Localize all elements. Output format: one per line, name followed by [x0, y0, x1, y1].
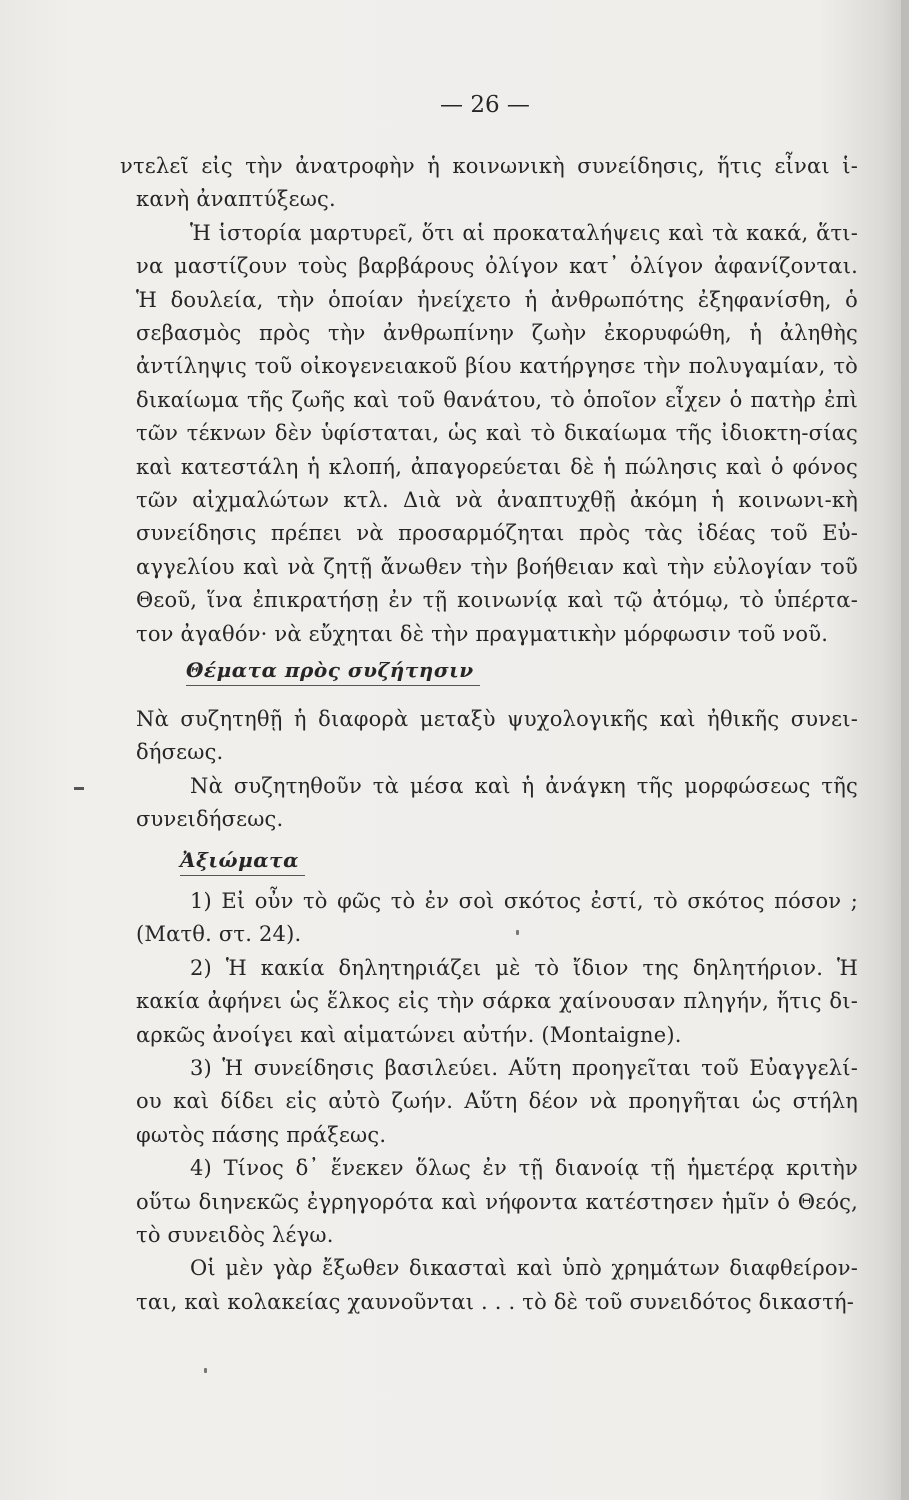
- axiom-item: 1) Εἰ οὖν τὸ φῶς τὸ ἐν σοὶ σκότος ἐστί, τὸ σκότος πόσον ; (Ματθ. στ. 24).: [136, 889, 858, 947]
- page-edge-shadow: [901, 0, 909, 1500]
- paragraph-continuation: ντελεῖ εἰς τὴν ἀνατροφὴν ἡ κοινωνικὴ συνείδησις, ἥτις εἶναι ἱ-κανὴ ἀναπτύξεως.: [120, 154, 858, 212]
- axiom-item: 3) Ἡ συνείδησις βασιλεύει. Αὕτη προηγεῖται τοῦ Εὐαγγελί-ου καὶ δίδει εἰς αὐτὸ ζωήν. Αὕτη δέον νὰ προηγῆται ὡς στήλη φωτὸς πάσης πράξεως.: [136, 1056, 858, 1147]
- discussion-heading-label: Θέματα πρὸς συζήτησιν: [186, 658, 474, 682]
- ink-speck: [204, 1368, 207, 1373]
- heading-underline: [186, 685, 480, 687]
- axiom-item: Οἱ μὲν γὰρ ἔξωθεν δικασταὶ καὶ ὑπὸ χρημάτων διαφθείρον-ται, καὶ κολακείας χαυνοῦνται . . . τὸ δὲ τοῦ συνειδότος δικαστή-: [136, 1256, 858, 1314]
- discussion-topics: [136, 703, 858, 837]
- ink-speck: [516, 930, 519, 935]
- body-text: [120, 150, 858, 651]
- axioms-list: [136, 885, 858, 1319]
- axiom-item: 4) Τίνος δ᾽ ἕνεκεν ὅλως ἐν τῇ διανοίᾳ τῇ ἡμετέρᾳ κριτὴν οὕτω διηνεκῶς ἐγρηγορότα καὶ νήφοντα κατέστησεν ἡμῖν ὁ Θεός, τὸ συνειδὸς λέγω.: [136, 1156, 858, 1248]
- discussion-heading: [186, 658, 474, 682]
- discussion-topic: Νὰ συζητηθοῦν τὰ μέσα καὶ ἡ ἀνάγκη τῆς μορφώσεως τῆς συνειδήσεως.: [136, 773, 858, 832]
- page-number: — 26 —: [440, 92, 530, 118]
- heading-underline: [180, 875, 305, 877]
- discussion-topic: Νὰ συζητηθῇ ἡ διαφορὰ μεταξὺ ψυχολογικῆς καὶ ἠθικῆς συνει-δήσεως.: [136, 707, 858, 765]
- axioms-heading-label: Ἀξιώματα: [180, 848, 299, 872]
- axioms-heading: [180, 848, 299, 872]
- axiom-item: 2) Ἡ κακία δηλητηριάζει μὲ τὸ ἴδιον της δηλητήριον. Ἡ κακία ἀφήνει ὡς ἕλκος εἰς τὴν σάρκα χαίνουσαν πληγήν, ἥτις δι-αρκῶς ἀνοίγει καὶ αἱματώνει αὐτήν. (Montaigne).: [136, 955, 858, 1047]
- margin-mark: [74, 787, 84, 790]
- paragraph-history: Ἡ ἱστορία μαρτυρεῖ, ὅτι αἱ προκαταλήψεις καὶ τὰ κακά, ἅτι-να μαστίζουν τοὺς βαρβάρους ὀλίγον κατ᾽ ὀλίγον ἀφανίζονται. Ἡ δουλεία, τὴν ὁποίαν ἠνείχετο ἡ ἀνθρωπότης ἐξηφανίσθη, ὁ σεβασμὸς πρὸς τὴν ἀνθρωπίνην ζωὴν ἐκορυφώθη, ἡ ἀληθὴς ἀντίληψις τοῦ οἰκογενειακοῦ βίου κατήργησε τὴν πολυγαμίαν, τὸ δικαίωμα τῆς ζωῆς καὶ τοῦ θανάτου, τὸ ὁποῖον εἶχεν ὁ πατὴρ ἐπὶ τῶν τέκνων δὲν ὑφίσταται, ὡς καὶ τὸ δικαίωμα τῆς ἰδιοκτη-σίας καὶ κατεστάλη ἡ κλοπή, ἀπαγορεύεται δὲ ἡ πώλησις καὶ ὁ φόνος τῶν αἰχμαλώτων κτλ. Διὰ νὰ ἀναπτυχθῇ ἀκόμη ἡ κοινωνι-κὴ συνείδησις πρέπει νὰ προσαρμόζηται πρὸς τὰς ἰδέας τοῦ Εὐ-αγγελίου καὶ νὰ ζητῇ ἄνωθεν τὴν βοήθειαν καὶ τὴν εὐλογίαν τοῦ Θεοῦ, ἵνα ἐπικρατήσῃ ἐν τῇ κοινωνίᾳ καὶ τῷ ἀτόμῳ, τὸ ὑπέρτα-τον ἀγαθόν· νὰ εὔχηται δὲ τὴν πραγματικὴν μόρφωσιν τοῦ νοῦ.: [136, 220, 858, 646]
